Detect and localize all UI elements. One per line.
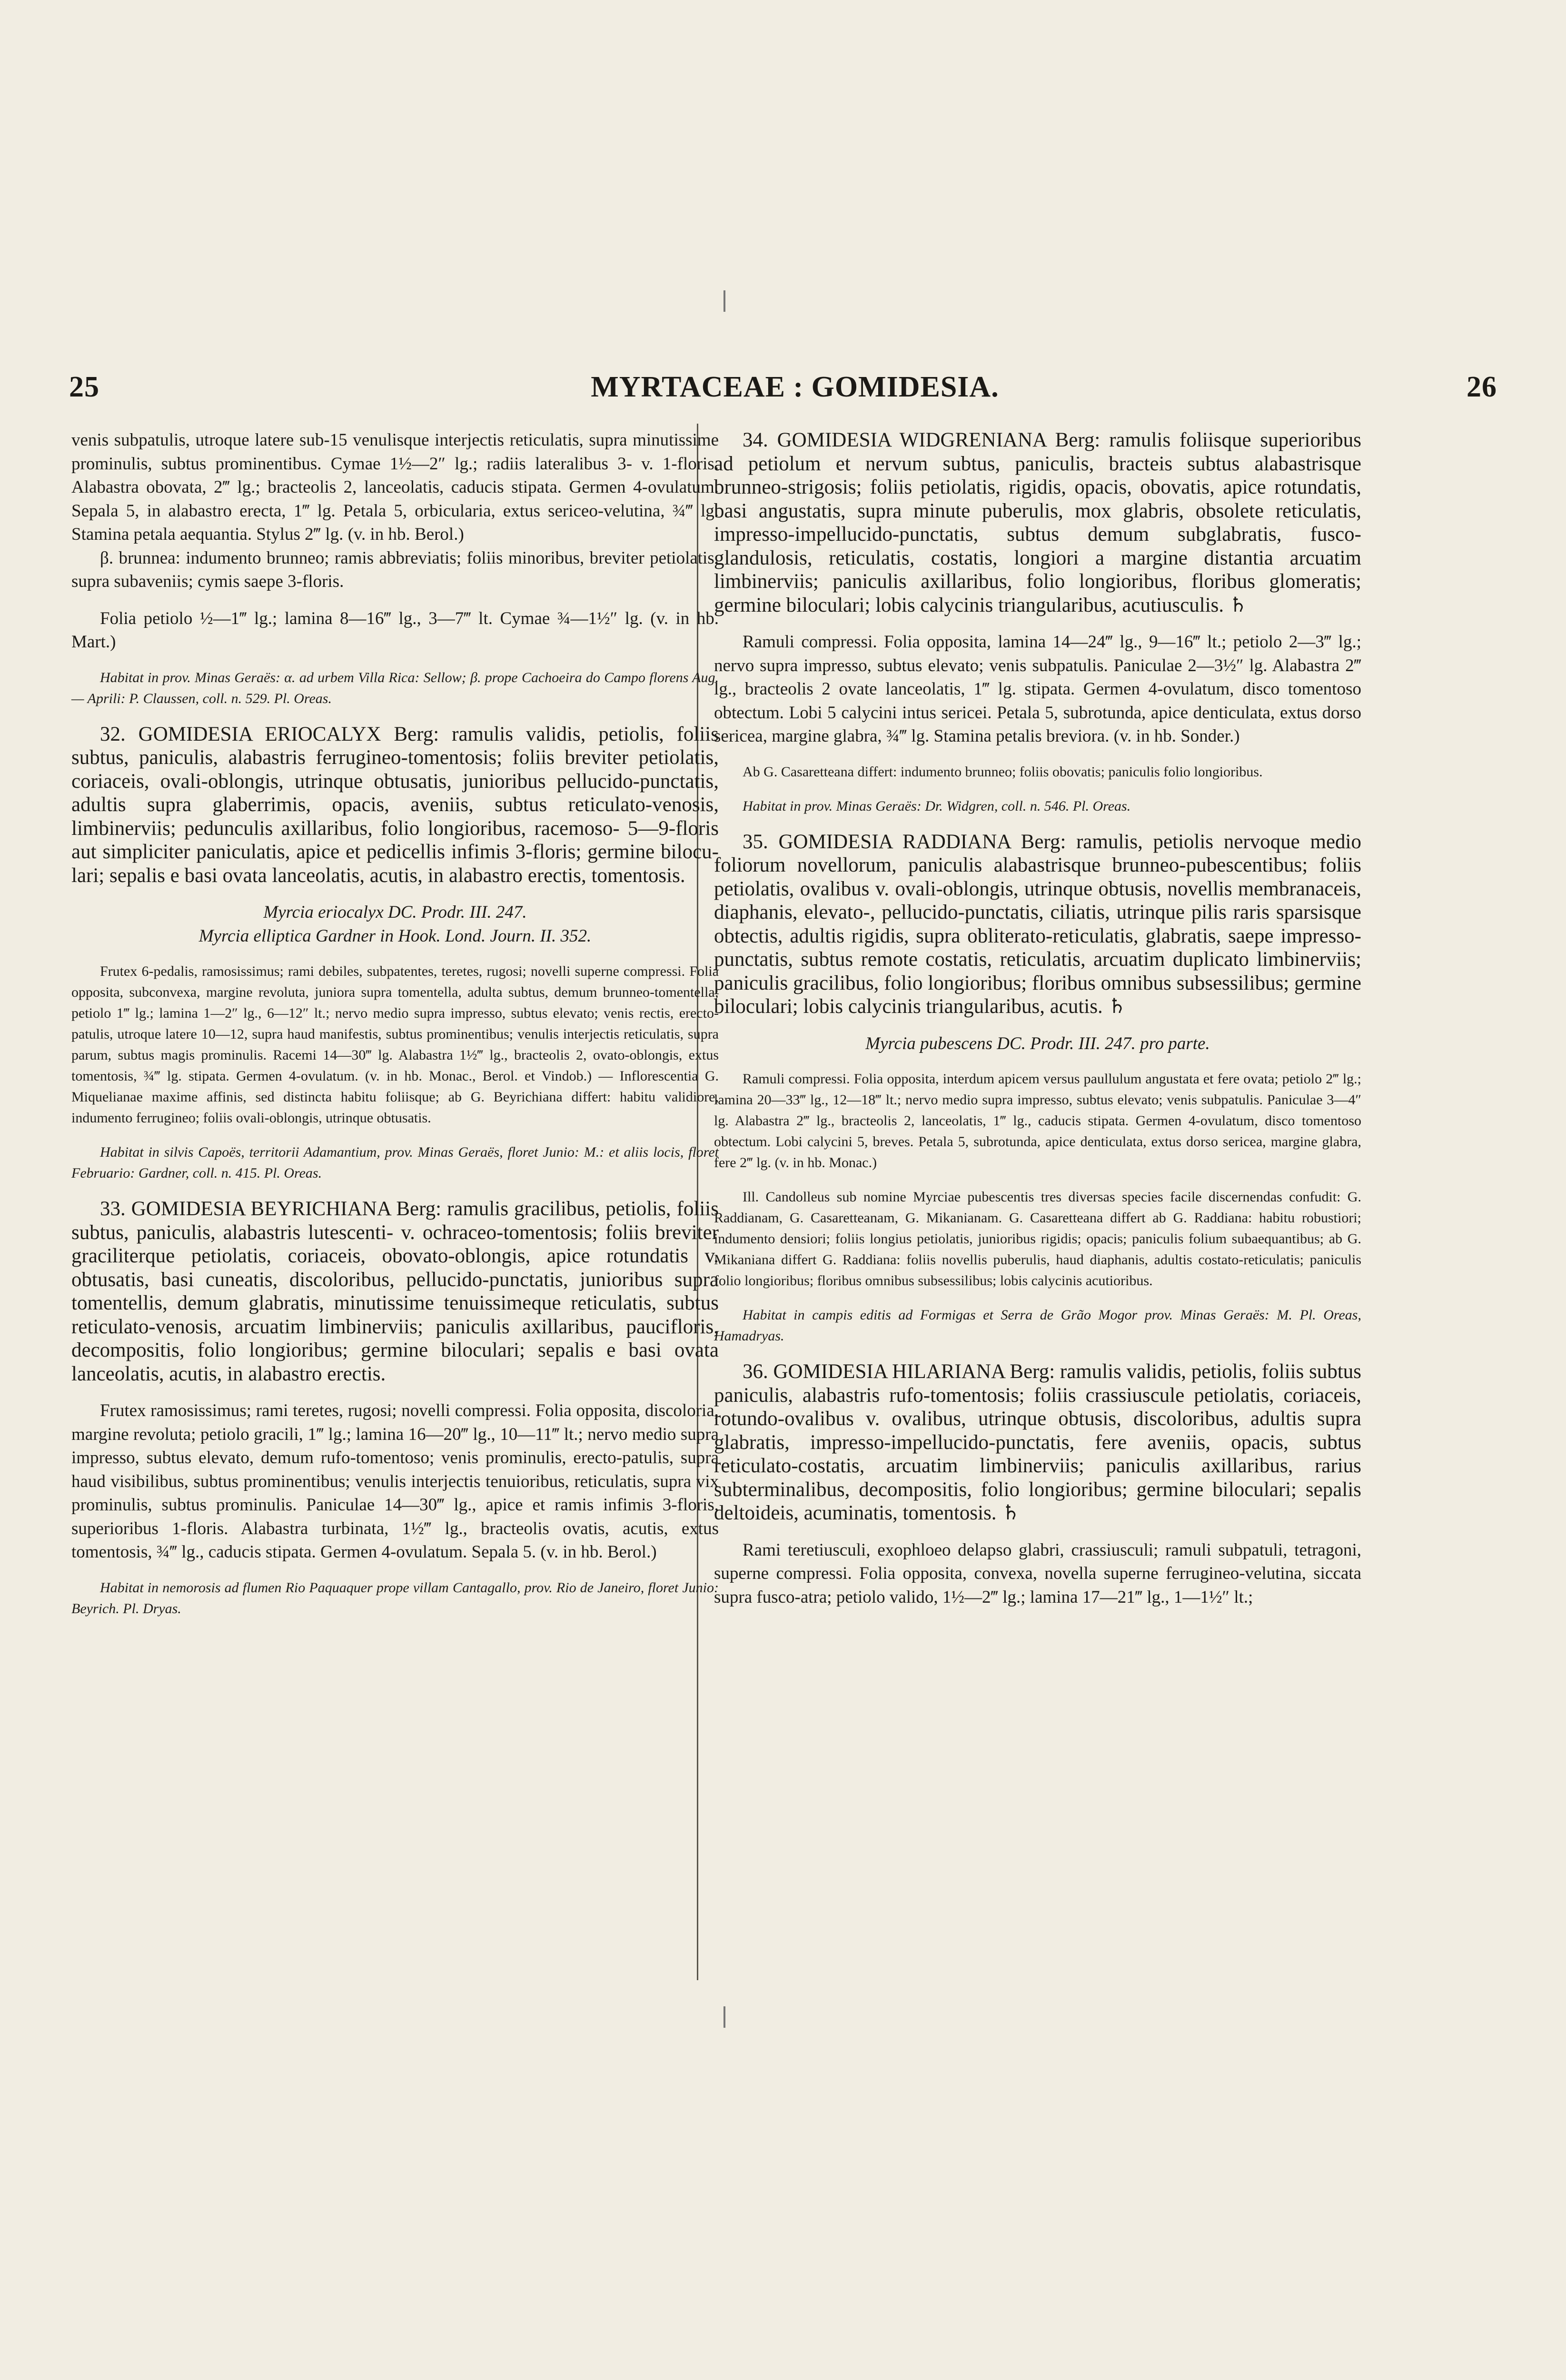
species-34-habitat: Habitat in prov. Minas Geraës: Dr. Widgren, coll. n. 546. Pl. Oreas. <box>743 798 1131 814</box>
species-33-habitat: Habitat in nemorosis ad flumen Rio Paquaquer prope villam Cantagallo, prov. Rio de Janeiro, floret Junio: Beyrich. Pl. Dryas. <box>71 1579 719 1616</box>
left-continuation-paragraph: venis subpatulis, utroque latere sub-15 venulisque interjectis reticulatis, supra minutissime prominulis, subtus prominentibus. Cymae 1½—2″ lg.; radiis lateralibus 3- v. 1-floris. Alabastra obovata, 2‴ lg.; bracteolis 2, lanceolatis, caducis stipata. Germen 4-ovulatum. Sepala 5, in alabastro erecta, 1‴ lg. Petala 5, orbicularia, extus sericeo-velutina, ¾‴ lg. Stamina petala aequantia. Stylus 2‴ lg. (v. in hb. Berol.) <box>71 430 719 544</box>
species-34-comparison: Ab G. Casaretteana differt: indumento brunneo; foliis obovatis; paniculis folio longioribus. <box>743 764 1263 780</box>
species-32-description: Frutex 6-pedalis, ramosissimus; rami debiles, subpatentes, teretes, rugosi; novelli superne compressi. Folia opposita, subconvexa, margine revoluta, juniora supra tomentella, adulta subtus, demum brunneo-tomentella; petiolo 1‴ lg.; lamina 1—2″ lg., 6—12″ lt.; nervo medio supra impresso, subtus elevato; venis rectis, erecto-patulis, utroque latere 10—12, supra haud manifestis, subtus prominentibus; venulis interjectis reticulatis, supra parum, subtus magis prominulis. Racemi 14—30‴ lg. Alabastra 1½‴ lg., bracteolis 2, ovato-oblongis, extus tomentosis, ¾‴ lg. stipata. Germen 4-ovulatum. (v. in hb. Monac., Berol. et Vindob.) — Inflorescentia G. Miquelianae maxime affinis, sed distincta habitu foliisque; ab G. Beyrichiana differt: habitu validiore, indumento ferrugineo; foliis ovali-oblongis, utrinque obtusatis. <box>71 963 719 1126</box>
species-32-habitat: Habitat in silvis Capoës, territorii Adamantium, prov. Minas Geraës, floret Junio: M.: et aliis locis, floret Februario: Gardner, coll. n. 415. Pl. Oreas. <box>71 1144 719 1181</box>
bottom-tick-mark <box>724 2006 725 2028</box>
species-35-diagnosis: 35. GOMIDESIA RADDIANA Berg: ramulis, petiolis nervoque medio foliorum novellorum, paniculis alabastrisque brunneo-pubescentibus; foliis petiolatis, ovalibus v. ovali-oblongis, utrinque obtusis, novellis membranaceis, diaphanis, elevato-, pellucido-punctatis, ciliatis, utrinque pilis raris sparsisque obtectis, adultis rigidis, supra obliterato-reticulatis, glabratis, saepe impresso-punctatis, subtus remote costatis, reticulatis, arcuatim duplicato limbinerviis; paniculis gracilibus, folio longioribus; floribus omnibus subsessilibus; germine biloculari; lobis calycinis triangularibus, acutis. ♄ <box>714 830 1361 1018</box>
species-32-diagnosis: 32. GOMIDESIA ERIOCALYX Berg: ramulis validis, petiolis, foliis subtus, paniculis, alabastris ferrugineo-tomentosis; foliis breviter petiolatis, coriaceis, ovali-oblongis, utrinque obtusatis, junioribus pellucido-punctatis, adultis supra glaberrimis, opacis, aveniis, subtus reticulato-venosis, limbinerviis; pedunculis axillaribus, folio longioribus, racemoso- 5—9-floris aut simpliciter paniculatis, apice et pedicellis infimis 3-floris; germine bilocu-lari; sepalis e basi ovata lanceolatis, acutis, in alabastro erectis, tomentosis. <box>71 723 719 887</box>
synonym-myrcia-eriocalyx: Myrcia eriocalyx DC. Prodr. III. 247. <box>263 902 527 922</box>
species-35-discussion: Ill. Candolleus sub nomine Myrciae pubescentis tres diversas species facile discernendas confudit: G. Raddianam, G. Casaretteanam, G. Mikanianam. G. Casaretteana differt ab G. Raddiana: habitu robustiori; indumento densiori; foliis longius petiolatis, junioribus rigidis; opacis; paniculis folium subaequantibus; ab G. Mikaniana differt G. Raddiana: foliis novellis puberulis, haud diaphanis, adultis costato-reticulatis; paniculis folio longioribus; floribus omnibus subsessilibus; lobis calycinis acutioribus. <box>714 1189 1361 1289</box>
species-35-habitat: Habitat in campis editis ad Formigas et Serra de Grão Mogor prov. Minas Geraës: M. Pl. Oreas, Hamadryas. <box>714 1307 1361 1344</box>
species-34-description: Ramuli compressi. Folia opposita, lamina 14—24‴ lg., 9—16‴ lt.; petiolo 2—3‴ lg.; nervo supra impresso, subtus elevato; venis subpatulis. Paniculae 2—3½″ lg. Alabastra 2‴ lg., bracteolis 2 ovate lanceolatis, 1‴ lg. stipata. Germen 4-ovulatum, disco tomentoso obtectum. Lobi 5 calycini intus sericei. Petala 5, subrotunda, apice denticulata, extus dorso sericea, margine glabra, ¾‴ lg. Stamina petalis breviora. (v. in hb. Sonder.) <box>714 632 1361 746</box>
left-column <box>71 428 719 1619</box>
page-number-right: 26 <box>1467 371 1497 403</box>
species-33-diagnosis: 33. GOMIDESIA BEYRICHIANA Berg: ramulis gracilibus, petiolis, foliis subtus, paniculis, alabastris lutescenti- v. ochraceo-tomentosis; foliis breviter graciliterque petiolatis, coriaceis, obovato-oblongis, apice rotundatis v. obtusatis, basi cuneatis, discoloribus, pellucido-punctatis, junioribus supra tomentellis, demum glabratis, minutissime tenuissimeque reticulatis, subtus reticulato-venosis, arcuatim limbinerviis; paniculis axillaribus, paucifloris, decompositis, folio longioribus; germine biloculari; sepalis e basi ovata lanceolatis, acutis, in alabastro erectis. <box>71 1198 719 1385</box>
running-header <box>69 370 1497 404</box>
species-34-diagnosis: 34. GOMIDESIA WIDGRENIANA Berg: ramulis foliisque superioribus ad petiolum et nervum subtus, paniculis, bracteis subtus alabastrisque brunneo-strigosis; foliis petiolatis, rigidis, opacis, obovatis, apice rotundatis, basi angustatis, supra minute puberulis, mox glabris, obsolete reticulatis, impresso-impellucido-punctatis, subtus demum subglabratis, fusco-glandulosis, reticulatis, costatis, longiori a margine distantia arcuatim limbinerviis; paniculis axillaribus, folio longioribus, floribus glomeratis; germine biloculari; lobis calycinis triangularibus, acutiusculis. ♄ <box>714 429 1361 616</box>
synonym-myrcia-elliptica: Myrcia elliptica Gardner in Hook. Lond. Journ. II. 352. <box>198 926 592 946</box>
species-33-description: Frutex ramosissimus; rami teretes, rugosi; novelli compressi. Folia opposita, discoloria, margine revoluta; petiolo gracili, 1‴ lg.; lamina 16—20‴ lg., 10—11‴ lt.; nervo medio supra impresso, subtus elevato, demum rufo-tomentoso; venis prominulis, erecto-patulis, supra haud visibilibus, subtus prominentibus; venulis interjectis tenuioribus, reticulatis, supra vix prominulis, subtus prominulis. Paniculae 14—30‴ lg., apice et ramis infimis 3-floris, superioribus 1-floris. Alabastra turbinata, 1½‴ lg., bracteolis ovatis, acutis, extus tomentosis, ¾‴ lg., caducis stipata. Germen 4-ovulatum. Sepala 5. (v. in hb. Berol.) <box>71 1401 719 1562</box>
right-column <box>714 428 1361 1609</box>
variety-beta-paragraph: β. brunnea: indumento brunneo; ramis abbreviatis; foliis minoribus, breviter petiolatis, supra subaveniis; cymis saepe 3-floris. <box>71 548 719 591</box>
habitat-note: Habitat in prov. Minas Geraës: α. ad urbem Villa Rica: Sellow; β. prope Cachoeira do Campo florens Aug. — Aprili: P. Claussen, coll. n. 529. Pl. Oreas. <box>71 669 719 706</box>
top-tick-mark <box>724 290 725 312</box>
page-number-left: 25 <box>69 371 99 403</box>
species-35-description: Ramuli compressi. Folia opposita, interdum apicem versus paullulum angustata et fere ovata; petiolo 2‴ lg.; lamina 20—33‴ lg., 12—18‴ lt.; nervo medio supra impresso, subtus elevato; venis subpatulis. Paniculae 3—4″ lg. Alabastra 2‴ lg., bracteolis 2, lanceolatis, 1‴ lg., caducis stipata. Germen 4-ovulatum, disco tomentoso obtectum. Lobi calycini 5, breves. Petala 5, subrotunda, apice denticulata, extus dorso sericea, margine glabra, fere 2‴ lg. (v. in hb. Monac.) <box>714 1071 1361 1170</box>
running-title: MYRTACEAE : GOMIDESIA. <box>591 371 999 403</box>
variety-beta-measurements: Folia petiolo ½—1‴ lg.; lamina 8—16‴ lg., 3—7‴ lt. Cymae ¾—1½″ lg. (v. in hb. Mart.) <box>71 608 719 652</box>
synonym-myrcia-pubescens: Myrcia pubescens DC. Prodr. III. 247. pro parte. <box>865 1033 1210 1053</box>
species-36-diagnosis: 36. GOMIDESIA HILARIANA Berg: ramulis validis, petiolis, foliis subtus paniculis, alabastris rufo-tomentosis; foliis crassiuscule petiolatis, coriaceis, rotundo-ovalibus v. ovalibus, utrinque obtusis, discoloribus, adultis supra glabratis, impresso-impellucido-punctatis, fere aveniis, opacis, subtus reticulato-costatis, arcuatim limbinerviis; paniculis axillaribus, rarius subterminalibus, decompositis, folio longioribus; germine biloculari; sepalis deltoideis, acuminatis, tomentosis. ♄ <box>714 1360 1361 1524</box>
species-36-description: Rami teretiusculi, exophloeo delapso glabri, crassiusculi; ramuli subpatuli, tetragoni, superne compressi. Folia opposita, convexa, novella superne ferrugineo-velutina, siccata supra fusco-atra; petiolo valido, 1½—2‴ lg.; lamina 17—21‴ lg., 1—1½″ lt.; <box>714 1540 1361 1607</box>
